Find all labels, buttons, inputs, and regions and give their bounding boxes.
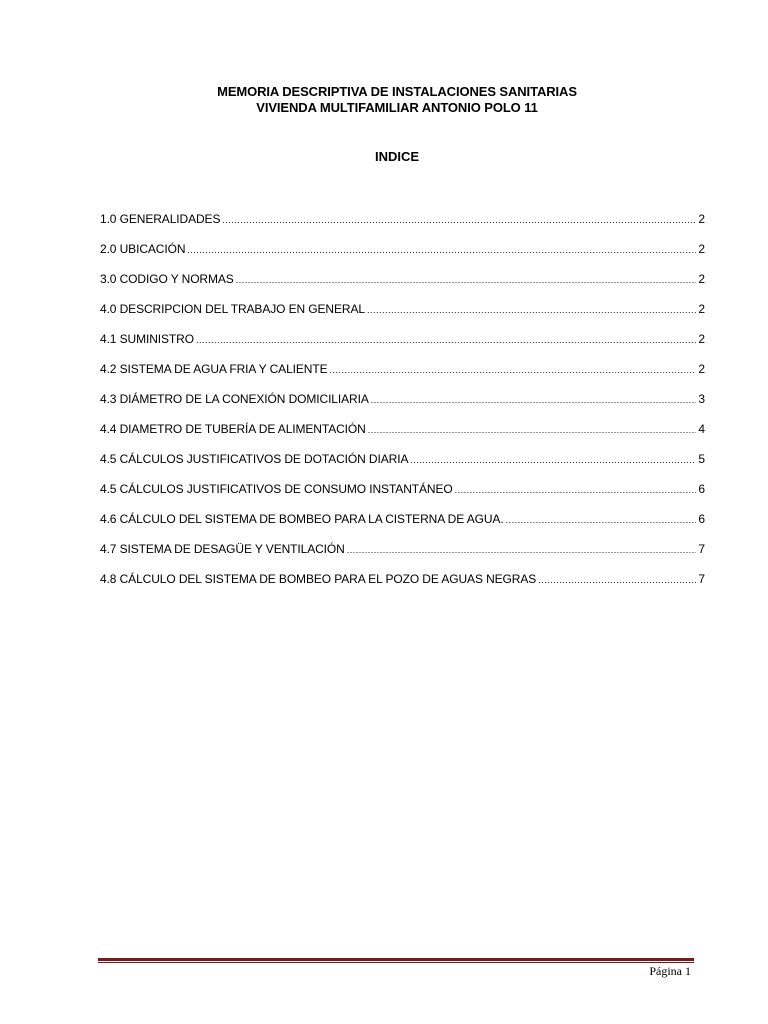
toc-dot-leader: [506, 512, 697, 528]
toc-dot-leader: [222, 212, 696, 228]
toc-entry-page: 6: [698, 512, 705, 526]
toc-entry[interactable]: [100, 301, 705, 331]
toc-entry-page: 7: [698, 572, 705, 586]
toc-entry-page: 4: [698, 422, 705, 436]
toc-entry-title: 4.5 CÁLCULOS JUSTIFICATIVOS DE DOTACIÓN DIARIA: [100, 452, 409, 466]
toc-dot-leader: [196, 332, 696, 348]
footer-rule-thin: [98, 962, 694, 963]
toc-dot-leader: [371, 392, 697, 408]
toc-entry-page: 5: [698, 452, 705, 466]
footer-rule: [98, 958, 694, 963]
title-line-2: VIVIENDA MULTIFAMILIAR ANTONIO POLO 11: [256, 100, 538, 115]
toc-dot-leader: [367, 302, 696, 318]
toc-entry-page: 7: [698, 542, 705, 556]
toc-entry[interactable]: [100, 451, 705, 481]
toc-entry-page: 2: [698, 212, 705, 226]
toc-entry-page: 6: [698, 482, 705, 496]
toc-entry[interactable]: [100, 241, 705, 271]
toc-entry-page: 2: [698, 362, 705, 376]
toc-entry-title: 4.6 CÁLCULO DEL SISTEMA DE BOMBEO PARA LA CISTERNA DE AGUA.: [100, 512, 504, 526]
page-number: Página 1: [649, 964, 691, 978]
toc-entry[interactable]: [100, 391, 705, 421]
toc-entry-page: 2: [698, 302, 705, 316]
toc-entry-title: 1.0 GENERALIDADES: [100, 212, 221, 226]
toc-dot-leader: [368, 422, 697, 438]
toc-entry-title: 4.0 DESCRIPCION DEL TRABAJO EN GENERAL: [100, 302, 365, 316]
toc-entry[interactable]: [100, 211, 705, 241]
toc-entry[interactable]: [100, 541, 705, 571]
toc-entry-page: 3: [698, 392, 705, 406]
toc-entry-title: 3.0 CODIGO Y NORMAS: [100, 272, 234, 286]
toc-entry[interactable]: [100, 271, 705, 301]
toc-dot-leader: [410, 452, 696, 468]
table-of-contents: [100, 211, 705, 601]
toc-entry-page: 2: [698, 272, 705, 286]
toc-entry[interactable]: [100, 331, 705, 361]
toc-entry-page: 2: [698, 332, 705, 346]
toc-entry-title: 4.7 SISTEMA DE DESAGÜE Y VENTILACIÓN: [100, 542, 345, 556]
title-line-1: MEMORIA DESCRIPTIVA DE INSTALACIONES SANITARIAS: [217, 84, 577, 99]
toc-entry-title: 4.5 CÁLCULOS JUSTIFICATIVOS DE CONSUMO INSTANTÁNEO: [100, 482, 453, 496]
index-heading: INDICE: [374, 149, 420, 164]
toc-entry-title: 4.1 SUMINISTRO: [100, 332, 194, 346]
document-title: [0, 84, 768, 116]
toc-entry[interactable]: [100, 571, 705, 601]
toc-entry-title: 4.4 DIAMETRO DE TUBERÍA DE ALIMENTACIÓN: [100, 422, 366, 436]
toc-entry-page: 2: [698, 242, 705, 256]
toc-dot-leader: [236, 272, 697, 288]
toc-dot-leader: [347, 542, 697, 558]
toc-entry[interactable]: [100, 481, 705, 511]
toc-entry[interactable]: [100, 511, 705, 541]
toc-dot-leader: [455, 482, 697, 498]
toc-entry-title: 4.2 SISTEMA DE AGUA FRIA Y CALIENTE: [100, 362, 328, 376]
toc-entry-title: 2.0 UBICACIÓN: [100, 242, 186, 256]
footer-rule-thick: [98, 958, 694, 961]
toc-entry[interactable]: [100, 421, 705, 451]
toc-dot-leader: [187, 242, 696, 258]
toc-dot-leader: [538, 572, 696, 588]
toc-entry-title: 4.3 DIÁMETRO DE LA CONEXIÓN DOMICILIARIA: [100, 392, 369, 406]
toc-entry[interactable]: [100, 361, 705, 391]
toc-dot-leader: [329, 362, 696, 378]
toc-entry-title: 4.8 CÁLCULO DEL SISTEMA DE BOMBEO PARA EL POZO DE AGUAS NEGRAS: [100, 572, 537, 586]
